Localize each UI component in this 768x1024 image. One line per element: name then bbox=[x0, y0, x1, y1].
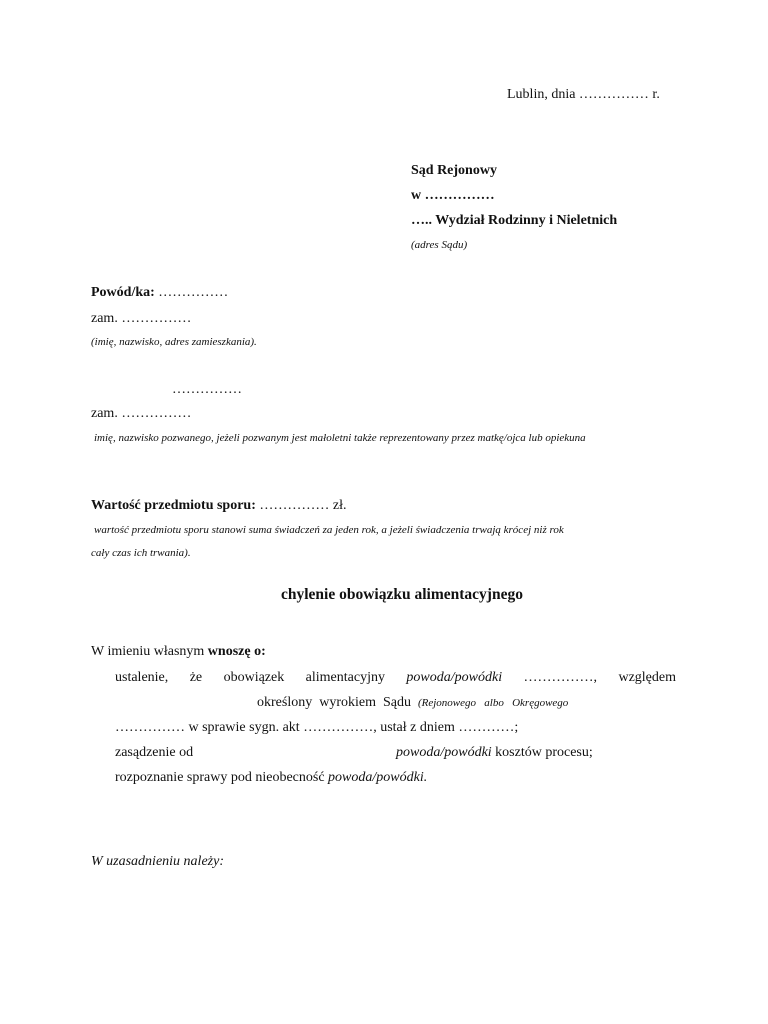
dispute-value-note-2: cały czas ich trwania). bbox=[91, 547, 191, 559]
request-item-1-word: alimentacyjny bbox=[305, 670, 385, 685]
request-item-1-word: ……………, bbox=[523, 670, 598, 685]
plaintiff-note: (imię, nazwisko, adres zamieszkania). bbox=[91, 336, 257, 348]
request-item-1-word: ustalenie, bbox=[115, 670, 169, 685]
dispute-value-amount: …………… zł. bbox=[259, 498, 347, 513]
defendant-residence: zam. …………… bbox=[91, 406, 192, 421]
request-item-1-court-note: (Rejonowego albo Okręgowego bbox=[417, 697, 569, 709]
request-item-1-party: powoda/powódki bbox=[406, 670, 503, 685]
request-item-3-party: powoda/powódki. bbox=[328, 770, 428, 785]
request-item-1-line-2 bbox=[257, 694, 568, 712]
court-name: Sąd Rejonowy bbox=[411, 163, 497, 178]
court-city: w …………… bbox=[411, 188, 495, 203]
plaintiff-name-value: …………… bbox=[158, 285, 229, 300]
justification-heading: W uzasadnieniu należy: bbox=[91, 854, 224, 869]
place-and-date: Lublin, dnia …………… r. bbox=[507, 87, 660, 102]
request-intro-plain: W imieniu własnym bbox=[91, 644, 205, 659]
request-item-1-word: względem bbox=[618, 670, 676, 685]
court-division: ….. Wydział Rodzinny i Nieletnich bbox=[411, 213, 618, 228]
plaintiff-label: Powód/ka: bbox=[91, 285, 155, 300]
request-item-3 bbox=[115, 769, 427, 787]
request-item-1-word: obowiązek bbox=[223, 670, 285, 685]
request-item-1-line-3: …………… w sprawie sygn. akt ……………, ustał z dniem …………; bbox=[115, 720, 519, 735]
defendant-name-value: …………… bbox=[172, 382, 242, 397]
court-address-note: (adres Sądu) bbox=[411, 239, 468, 251]
request-item-1-line-1 bbox=[115, 669, 676, 687]
dispute-value-note-1: wartość przedmiotu sporu stanowi suma świadczeń za jeden rok, a jeżeli świadczenia trwają krócej niż rok bbox=[94, 524, 564, 536]
request-item-3-start: rozpoznanie sprawy pod nieobecność bbox=[115, 770, 325, 785]
request-item-1-word: określony bbox=[257, 695, 313, 710]
request-item-2-end bbox=[396, 744, 593, 762]
dispute-value-line bbox=[91, 497, 347, 515]
plaintiff-line bbox=[91, 284, 228, 302]
request-item-2-party: powoda/powódki bbox=[396, 745, 492, 760]
request-intro-bold: wnoszę o: bbox=[207, 644, 266, 659]
plaintiff-residence: zam. …………… bbox=[91, 311, 192, 326]
request-item-1-word: wyrokiem bbox=[319, 695, 376, 710]
request-item-2-costs: kosztów procesu; bbox=[495, 745, 593, 760]
request-item-2-start: zasądzenie od bbox=[115, 745, 194, 760]
request-intro bbox=[91, 643, 266, 661]
request-item-1-word: że bbox=[189, 670, 203, 685]
defendant-note: imię, nazwisko pozwanego, jeżeli pozwanym jest małoletni także reprezentowany przez matkę/ojca lub opiekuna bbox=[94, 432, 586, 444]
document-title: chylenie obowiązku alimentacyjnego bbox=[281, 586, 523, 603]
request-item-1-word: Sądu bbox=[382, 695, 411, 710]
dispute-value-label: Wartość przedmiotu sporu: bbox=[91, 498, 256, 513]
